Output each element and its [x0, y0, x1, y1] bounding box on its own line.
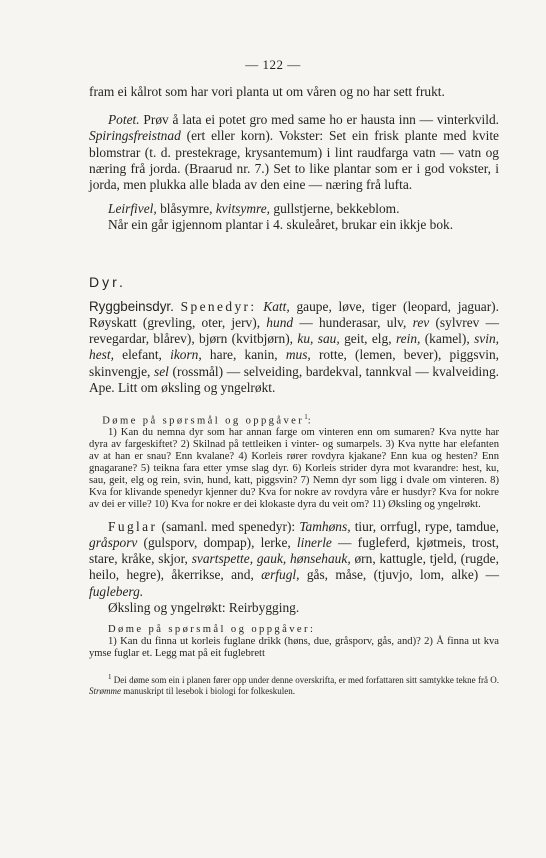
- term-aerfugl: ærfugl,: [261, 567, 300, 583]
- footnote-text: Dei døme som ein i planen fører opp under denne overskrifta, er med forfattaren sitt samtykke tekne frå O.: [111, 674, 499, 685]
- term-sau: sau,: [317, 331, 340, 347]
- ryggbein-paragraph: [89, 299, 499, 396]
- term-ku: ku,: [297, 331, 314, 347]
- questions-2-text: 1) Kan du finna ut korleis fuglane drikk (høns, due, gråsporv, gås, and)? 2) Å finna ut kva ymse fuglar et. Legg mat på eit fuglebrett: [89, 635, 499, 659]
- plants-note: Når ein går igjennom plantar i 4. skuleåret, brukar ein ikkje bok.: [108, 217, 454, 233]
- kvitsymre-term: kvitsymre,: [215, 201, 271, 217]
- term-svartspette: svartspette,: [191, 551, 254, 567]
- fuglar-paragraph: [89, 519, 499, 600]
- ryggbein-text: gaupe, løve, tiger (leopard, jaguar). Røyskatt (grevling, oter, jerv),: [89, 298, 499, 331]
- footnote: [89, 672, 499, 697]
- fuglar-text: ørn, kattugle, tjeld, (rugde, heilo, hegre), åkerrikse, and,: [89, 551, 499, 583]
- term-ikorn: ikorn,: [170, 347, 202, 363]
- questions-1-text: 1) Kan du nemna dyr som har annan farge om vinteren enn om sumaren? Kva nytte har dyra av fargeskiftet? 2) Skilnad på tettleiken i vinter- og sumarpels. 3) Kva nytte har elefanten av at han er snau? Enn kvalane? 4) Korleis rører rovdyra kjakane? Enn kua og hesten? Enn gnagarane? 5) teikna fara etter ymse slag dyr. 6) Korleis strider dyra mot kvarandre: hest, ku, sau, geit, elg og rein, svin, hund, katt, piggsvin? 7) Nemn dyr som ligg i dvale om vinteren. 8) Kva for klivande spenedyr kjenner du? Kva for nokre av rovdyra våre er husdyr? Kva for nokre av dei er ville? 10) Kva for nokre er dei klokaste dyra du veit om? 11) Øksling og yngelrøkt.: [89, 427, 499, 510]
- footnote-ref: 1: [304, 413, 308, 422]
- ryggbein-label: Ryggbeinsdyr.: [89, 298, 174, 314]
- footnote-mark: 1: [108, 672, 112, 681]
- potet-text-1: Prøv å lata ei potet gro med same ho er hausta inn — vinterkvild.: [139, 112, 499, 128]
- oksling-line: Øksling og yngelrøkt: Reirbygging.: [108, 599, 300, 615]
- potet-text-2: (ert eller korn). Vokster: Set ein frisk plante med kvite blomstrar (t. d. prestekrage, krysantemum) i lint raudfarga vatn — vatn og næring frå jorda. (Braarud nr. 7.) Set to like plantar som er i god vokster, i jorda, men plukka alle blada av den eine — næring frå lufta.: [89, 128, 499, 193]
- ryggbein-text: hare, kanin,: [201, 347, 286, 363]
- term-rev: rev: [412, 315, 430, 331]
- term-honsehauk: hønsehauk,: [290, 551, 351, 567]
- term-hund: hund: [266, 315, 294, 331]
- ryggbein-text: (kamel),: [420, 331, 475, 347]
- term-grasporv: gråsporv: [89, 535, 138, 551]
- page-number: — 122 —: [245, 57, 301, 72]
- intro-paragraph: fram ei kålrot som har vori planta ut om våren og no har sett frukt.: [89, 84, 445, 99]
- leirfivel-text-1: blåsymre,: [156, 201, 216, 217]
- spiring-term: Spiringsfreistnad: [89, 128, 181, 144]
- fuglar-label: Fuglar: [108, 518, 158, 534]
- term-hest: hest,: [89, 347, 114, 363]
- footnote-text: manuskript til lesebok i biologi for folkeskulen.: [121, 685, 295, 696]
- footnote-stromme: Strømme: [89, 685, 121, 696]
- fuglar-text: (gulsporv, dompap), lerke,: [137, 535, 297, 551]
- ryggbein-text: elefant,: [113, 347, 171, 363]
- leirfivel-paragraph: [89, 201, 499, 217]
- term-mus: mus,: [285, 347, 311, 363]
- questions-1: [89, 412, 499, 427]
- term-katt: Katt,: [263, 298, 290, 314]
- potet-paragraph: [89, 112, 499, 193]
- ryggbein-text: geit, elg,: [339, 331, 396, 347]
- term-tamhons: Tamhøns,: [299, 518, 351, 534]
- ryggbein-text: (rossmål) — selveiding, bardekval, tannkval — kvalveiding. Ape. Litt om øksling og yngelrøkt.: [89, 363, 499, 395]
- term-fugleberg: fugleberg.: [89, 583, 144, 599]
- fuglar-text: tiur, orrfugl, rype, tamdue,: [350, 518, 500, 534]
- questions-1-colon: :: [307, 415, 311, 427]
- spenedyr-label: Spenedyr:: [180, 298, 257, 314]
- ryggbein-text: — hunderasar, ulv,: [293, 315, 413, 331]
- term-svin: svin,: [474, 331, 499, 347]
- term-gauk: gauk,: [256, 551, 287, 567]
- fuglar-text: — fugleferd, kjøtmeis, trost, stare, kråke, skjor,: [89, 535, 499, 567]
- ryggbein-text: (sylvrev — revegardar, blårev), bjørn (kvitbjørn),: [89, 315, 499, 347]
- leirfivel-term: Leirfivel,: [108, 201, 157, 217]
- term-sel: sel: [154, 363, 169, 379]
- leirfivel-text-2: gullstjerne, bekkeblom.: [270, 201, 400, 217]
- fuglar-text: gås, måse, (tjuvjo, lom, alke) —: [299, 567, 499, 583]
- questions-1-heading: Døme på spørsmål og oppgåver: [102, 415, 305, 427]
- term-linerle: linerle: [296, 535, 332, 551]
- fuglar-text: (samanl. med spenedyr):: [157, 518, 300, 534]
- questions-2-heading: Døme på spørsmål og oppgåver:: [108, 624, 316, 636]
- page-body: [89, 84, 499, 697]
- potet-title: Potet.: [108, 112, 140, 128]
- term-rein: rein,: [395, 331, 421, 347]
- ryggbein-text: rotte, (lemen, bever), piggsvin, skinvengje,: [89, 347, 500, 379]
- dyr-heading: Dyr.: [89, 273, 126, 290]
